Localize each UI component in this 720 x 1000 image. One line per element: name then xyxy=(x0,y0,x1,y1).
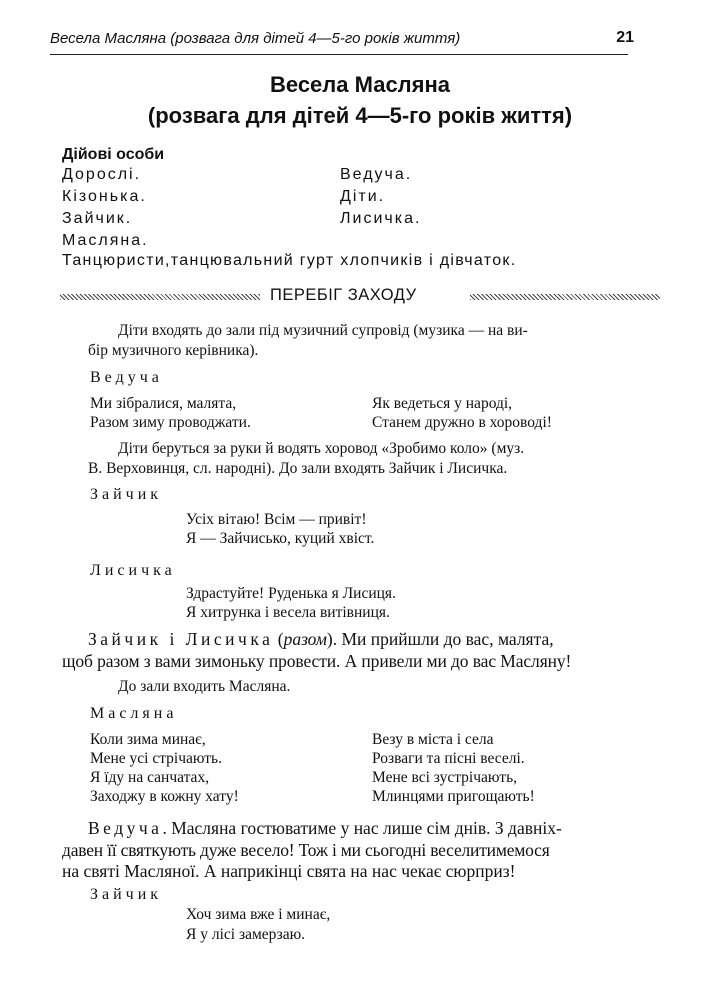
verse-line: Млинцями пригощають! xyxy=(372,788,535,805)
speaker-name: Ведуча xyxy=(90,369,163,386)
stage-direction: В. Верховинця, сл. народні). До зали входять Зайчик і Лисичка. xyxy=(88,460,508,477)
stage-direction: Діти беруться за руки й водять хоровод «Зробимо коло» (муз. xyxy=(118,440,525,457)
verse-line: Я хитрунка і весела витівниця. xyxy=(186,604,390,621)
running-title: Весела Масляна (розвага для дітей 4—5-го років життя) xyxy=(50,30,461,47)
stage-direction: Діти входять до зали під музичний супровід (музика — на ви- xyxy=(118,322,528,339)
verse-line: Розваги та пісні веселі. xyxy=(372,750,525,767)
section-divider xyxy=(60,286,660,308)
cast-item: Лисичка. xyxy=(340,210,422,227)
speaker-name: Ведуча xyxy=(88,818,163,838)
cast-item: Зайчик. xyxy=(62,210,133,227)
cast-item: Кізонька. xyxy=(62,188,147,205)
speaker-name: Зайчик xyxy=(90,486,163,503)
stage-note: разом xyxy=(283,629,327,649)
dialogue-line: Ведуча. Масляна гостюватиме у нас лише сім днів. З давніх- xyxy=(88,818,562,838)
cast-item: Масляна. xyxy=(62,232,149,249)
verse-line: Везу в міста і села xyxy=(372,731,494,748)
dialogue-line: давен її святкують дуже весело! Тож і ми сьогодні веселитимемося xyxy=(62,840,550,860)
dialogue-line: на святі Масляної. А наприкінці свята на нас чекає сюрприз! xyxy=(62,861,516,881)
speaker-name: Зайчик xyxy=(90,886,163,903)
verse-line: Як ведеться у народі, xyxy=(372,395,513,412)
section-rule-right xyxy=(470,294,660,300)
verse-line: Я — Зайчисько, куций хвіст. xyxy=(186,530,375,547)
cast-heading: Дійові особи xyxy=(62,146,165,163)
verse-line: Я їду на санчатах, xyxy=(90,769,210,786)
page-title: Весела Масляна xyxy=(269,72,451,97)
verse-line: Усіх вітаю! Всім — привіт! xyxy=(186,511,367,528)
verse-line: Разом зиму проводжати. xyxy=(90,414,251,431)
verse-line: Станем дружно в хороводі! xyxy=(372,414,552,431)
verse-line: Коли зима минає, xyxy=(90,731,206,748)
dialogue-line: щоб разом з вами зимоньку провести. А привели ми до вас Масляну! xyxy=(62,651,572,671)
speaker-name: Лисичка xyxy=(90,562,176,579)
cast-item: Ведуча. xyxy=(340,166,413,183)
page-subtitle: (розвага для дітей 4—5-го років життя) xyxy=(147,103,573,128)
stage-direction: бір музичного керівника). xyxy=(88,342,259,359)
verse-line: Хоч зима вже і минає, xyxy=(186,906,331,923)
speaker-name: Масляна xyxy=(90,705,178,722)
cast-dancers: Танцюристи,танцювальний гурт хлопчиків і дівчаток. xyxy=(62,252,517,269)
section-title: ПЕРЕБІГ ЗАХОДУ xyxy=(270,286,417,304)
verse-line: Мене всі зустрічають, xyxy=(372,769,518,786)
verse-line: Заходжу в кожну хату! xyxy=(90,788,239,805)
cast-item: Діти. xyxy=(340,188,386,205)
section-rule-left xyxy=(60,294,260,300)
verse-line: Ми зібралися, малята, xyxy=(90,395,237,412)
cast-item: Дорослі. xyxy=(62,166,142,183)
stage-direction: До зали входить Масляна. xyxy=(118,678,291,695)
speaker-name: Зайчик і Лисичка xyxy=(88,629,274,649)
verse-line: Мене усі стрічають. xyxy=(90,750,222,767)
page-number: 21 xyxy=(616,29,634,46)
running-header xyxy=(50,29,634,55)
verse-line: Здрастуйте! Руденька я Лисиця. xyxy=(186,585,396,602)
dialogue-line: Зайчик і Лисичка (разом). Ми прийшли до вас, малята, xyxy=(88,629,554,649)
verse-line: Я у лісі замерзаю. xyxy=(186,926,306,943)
